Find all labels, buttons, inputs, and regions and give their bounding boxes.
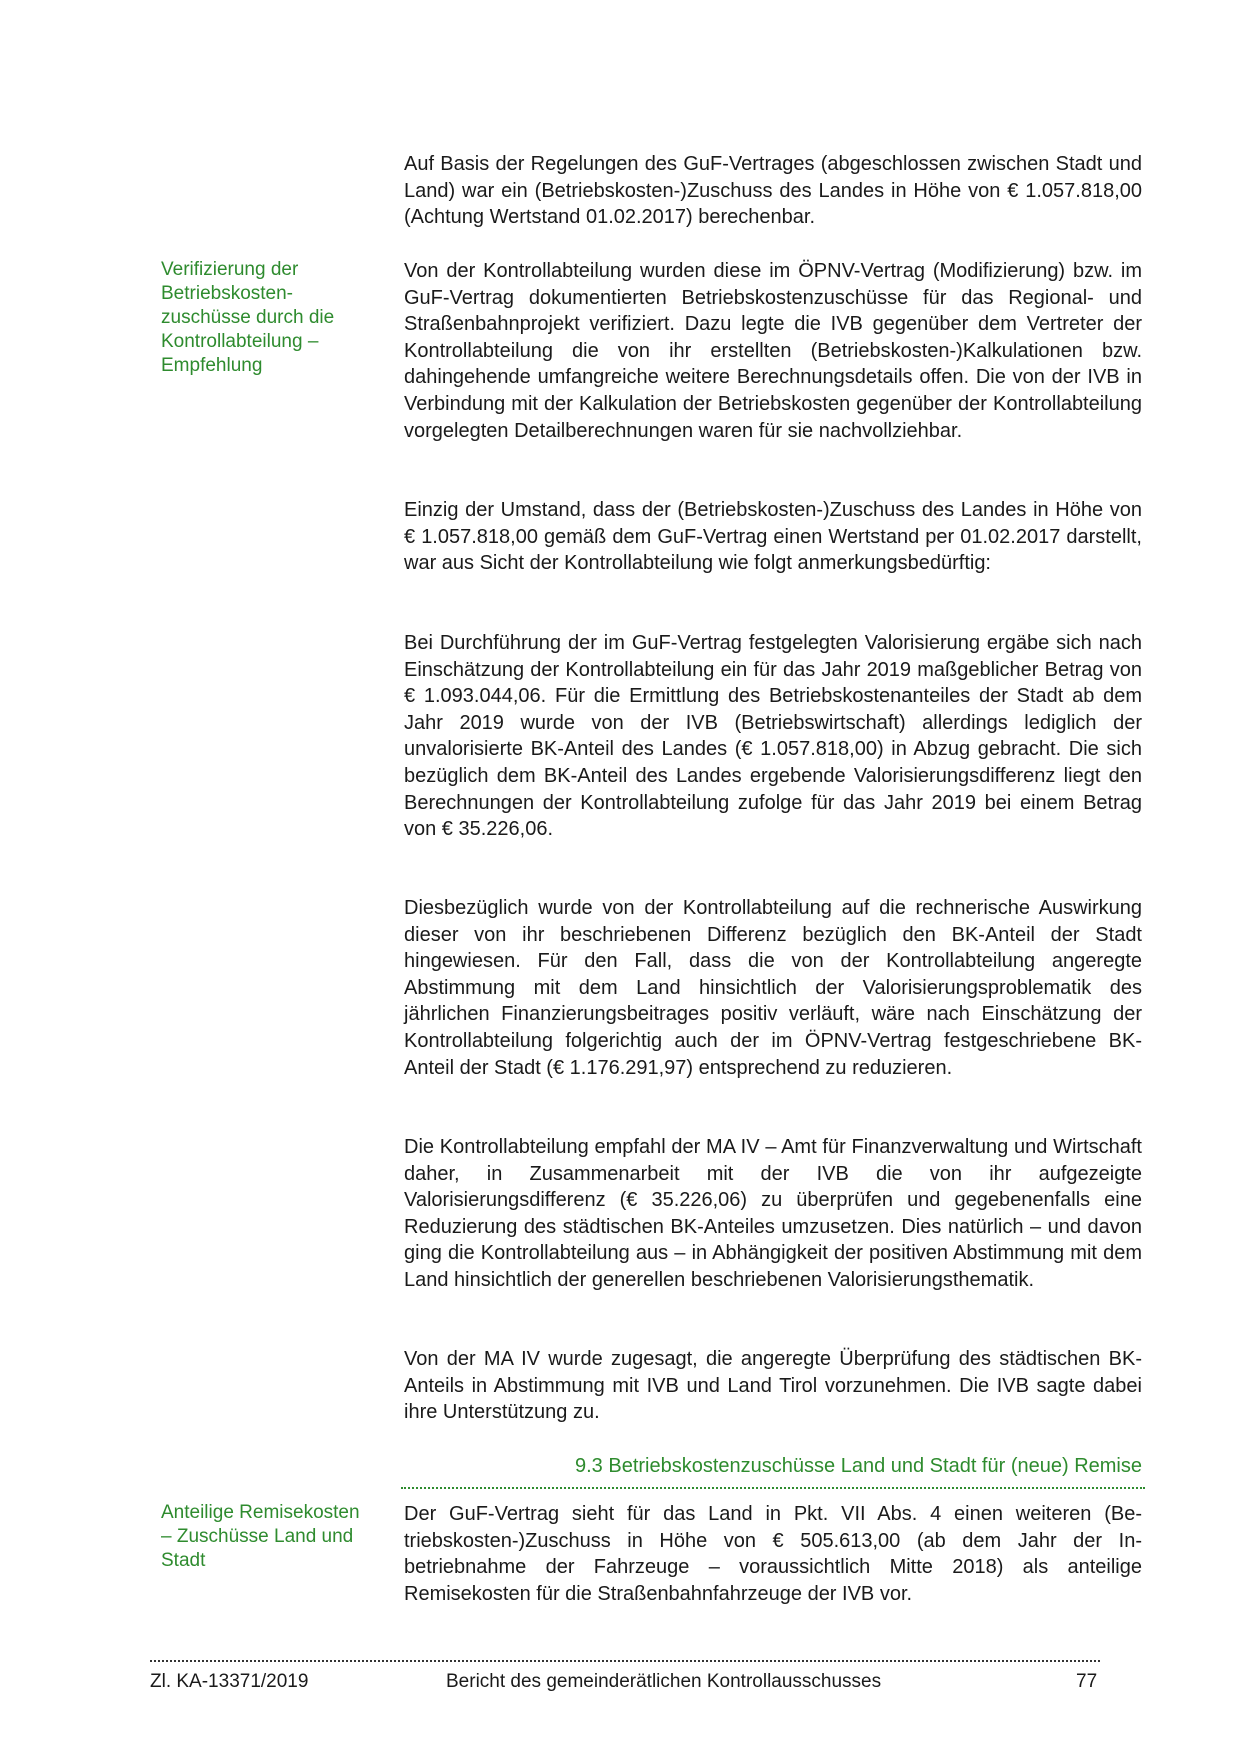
footer-reference: Zl. KA-13371/2019 bbox=[150, 1671, 309, 1692]
paragraph: Die Kontrollabteilung empfahl der MA IV – Amt für Finanzverwaltung und Wirtschaft daher, in Zusammenarbeit mit der IVB die von ihr aufgezeigte Valorisierungsdifferenz (€ 35.226,06) zu überprüfen und gegebenenfalls eine Reduzierung des städtischen BK-Anteiles umzusetzen. Dies natürlich – und davon ging die Kontrollabteilung aus – in Abhängigkeit der positiven Abstimmung mit dem Land hinsichtlich der generellen beschriebenen Valorisierungsthematik. bbox=[404, 1136, 1142, 1291]
page-number: 77 bbox=[1076, 1671, 1098, 1692]
section-heading: 9.3 Betriebskostenzuschüsse Land und Stadt für (neue) Remise bbox=[575, 1455, 1142, 1477]
margin-note: Anteilige Remisekosten – Zuschüsse Land und Stadt bbox=[161, 1502, 360, 1571]
paragraph: Bei Durchführung der im GuF-Vertrag festgelegten Valorisierung ergäbe sich nach Einschätzung der Kontrollabteilung ein für das Jahr 2019 maßgeblicher Betrag von € 1.093.044,06. Für die Ermittlung des Betriebskostenanteiles der Stadt ab dem Jahr 2019 wurde von der IVB (Betriebswirtschaft) allerdings lediglich der unvalorisierte BK-Anteil des Landes (€ 1.057.818,00) in Abzug gebracht. Die sich bezüglich dem BK-Anteil des Landes ergebende Valorisierungsdifferenz liegt den Berechnungen der Kontrollabteilung zufolge für das Jahr 2019 bei einem Betrag von € 35.226,06. bbox=[404, 632, 1142, 841]
footer-title: Bericht des gemeinderätlichen Kontrollausschusses bbox=[446, 1671, 882, 1692]
paragraph: Diesbezüglich wurde von der Kontrollabteilung auf die rechnerische Auswirkung dieser von ihr beschriebenen Differenz bezüglich den BK-Anteil der Stadt hingewiesen. Für den Fall, dass die von der Kontrollabteilung angeregte Abstimmung mit dem Land hinsichtlich der Valorisierungsproblematik des jährlichen Finanzierungsbeitrages positiv verläuft, wäre nach Einschätzung der Kontrollabteilung folgerichtig auch der im ÖPNV-Vertrag festgeschriebene BK-Anteil der Stadt (€ 1.176.291,97) entsprechend zu reduzieren. bbox=[404, 897, 1142, 1079]
paragraph: Von der Kontrollabteilung wurden diese im ÖPNV-Vertrag (Modifizierung) bzw. im GuF-Vertrag dokumentierten Betriebskostenzuschüsse für das Regional- und Straßenbahnprojekt verifiziert. Dazu legte die IVB gegenüber dem Vertreter der Kontrollabteilung die von ihr erstellten (Betriebskosten-)Kalkulationen bzw. dahingehende umfangreiche weitere Berechnungsdetails offen. Die von der IVB in Verbindung mit der Kalkulation der Betriebskosten gegenüber der Kontrollabteilung vorgelegten Detailberechnungen waren für sie nachvollziehbar. bbox=[404, 260, 1142, 442]
paragraph: Einzig der Umstand, dass der (Betriebskosten-)Zuschuss des Landes in Höhe von € 1.057.818,00 gemäß dem GuF-Vertrag einen Wertstand per 01.02.2017 darstellt, war aus Sicht der Kontrollabteilung wie folgt anmerkungsbedürftig: bbox=[404, 499, 1142, 575]
paragraph: Von der MA IV wurde zugesagt, die angeregte Überprüfung des städtischen BK-Anteils in Abstimmung mit IVB und Land Tirol vorzunehmen. Die IVB sagte dabei ihre Unterstützung zu. bbox=[404, 1348, 1142, 1424]
paragraph: Auf Basis der Regelungen des GuF-Vertrages (abgeschlossen zwischen Stadt und Land) war ein (Betriebskosten-)Zuschuss des Landes in Höhe von € 1.057.818,00 (Achtung Wertstand 01.02.2017) berechenbar. bbox=[404, 153, 1142, 229]
heading-divider bbox=[401, 1487, 1145, 1489]
margin-note: Verifizierung der Betriebskosten-zuschüsse durch die Kontrollabteilung – Empfehlung bbox=[161, 259, 335, 376]
footer-divider bbox=[150, 1660, 1100, 1662]
paragraph: Der GuF-Vertrag sieht für das Land in Pkt. VII Abs. 4 einen weiteren (Betriebskosten-)Zuschuss in Höhe von € 505.613,00 (ab dem Jahr der Inbetriebnahme der Fahrzeuge – voraussichtlich Mitte 2018) als anteilige Remisekosten für die Straßenbahnfahrzeuge der IVB vor. bbox=[404, 1503, 1142, 1605]
